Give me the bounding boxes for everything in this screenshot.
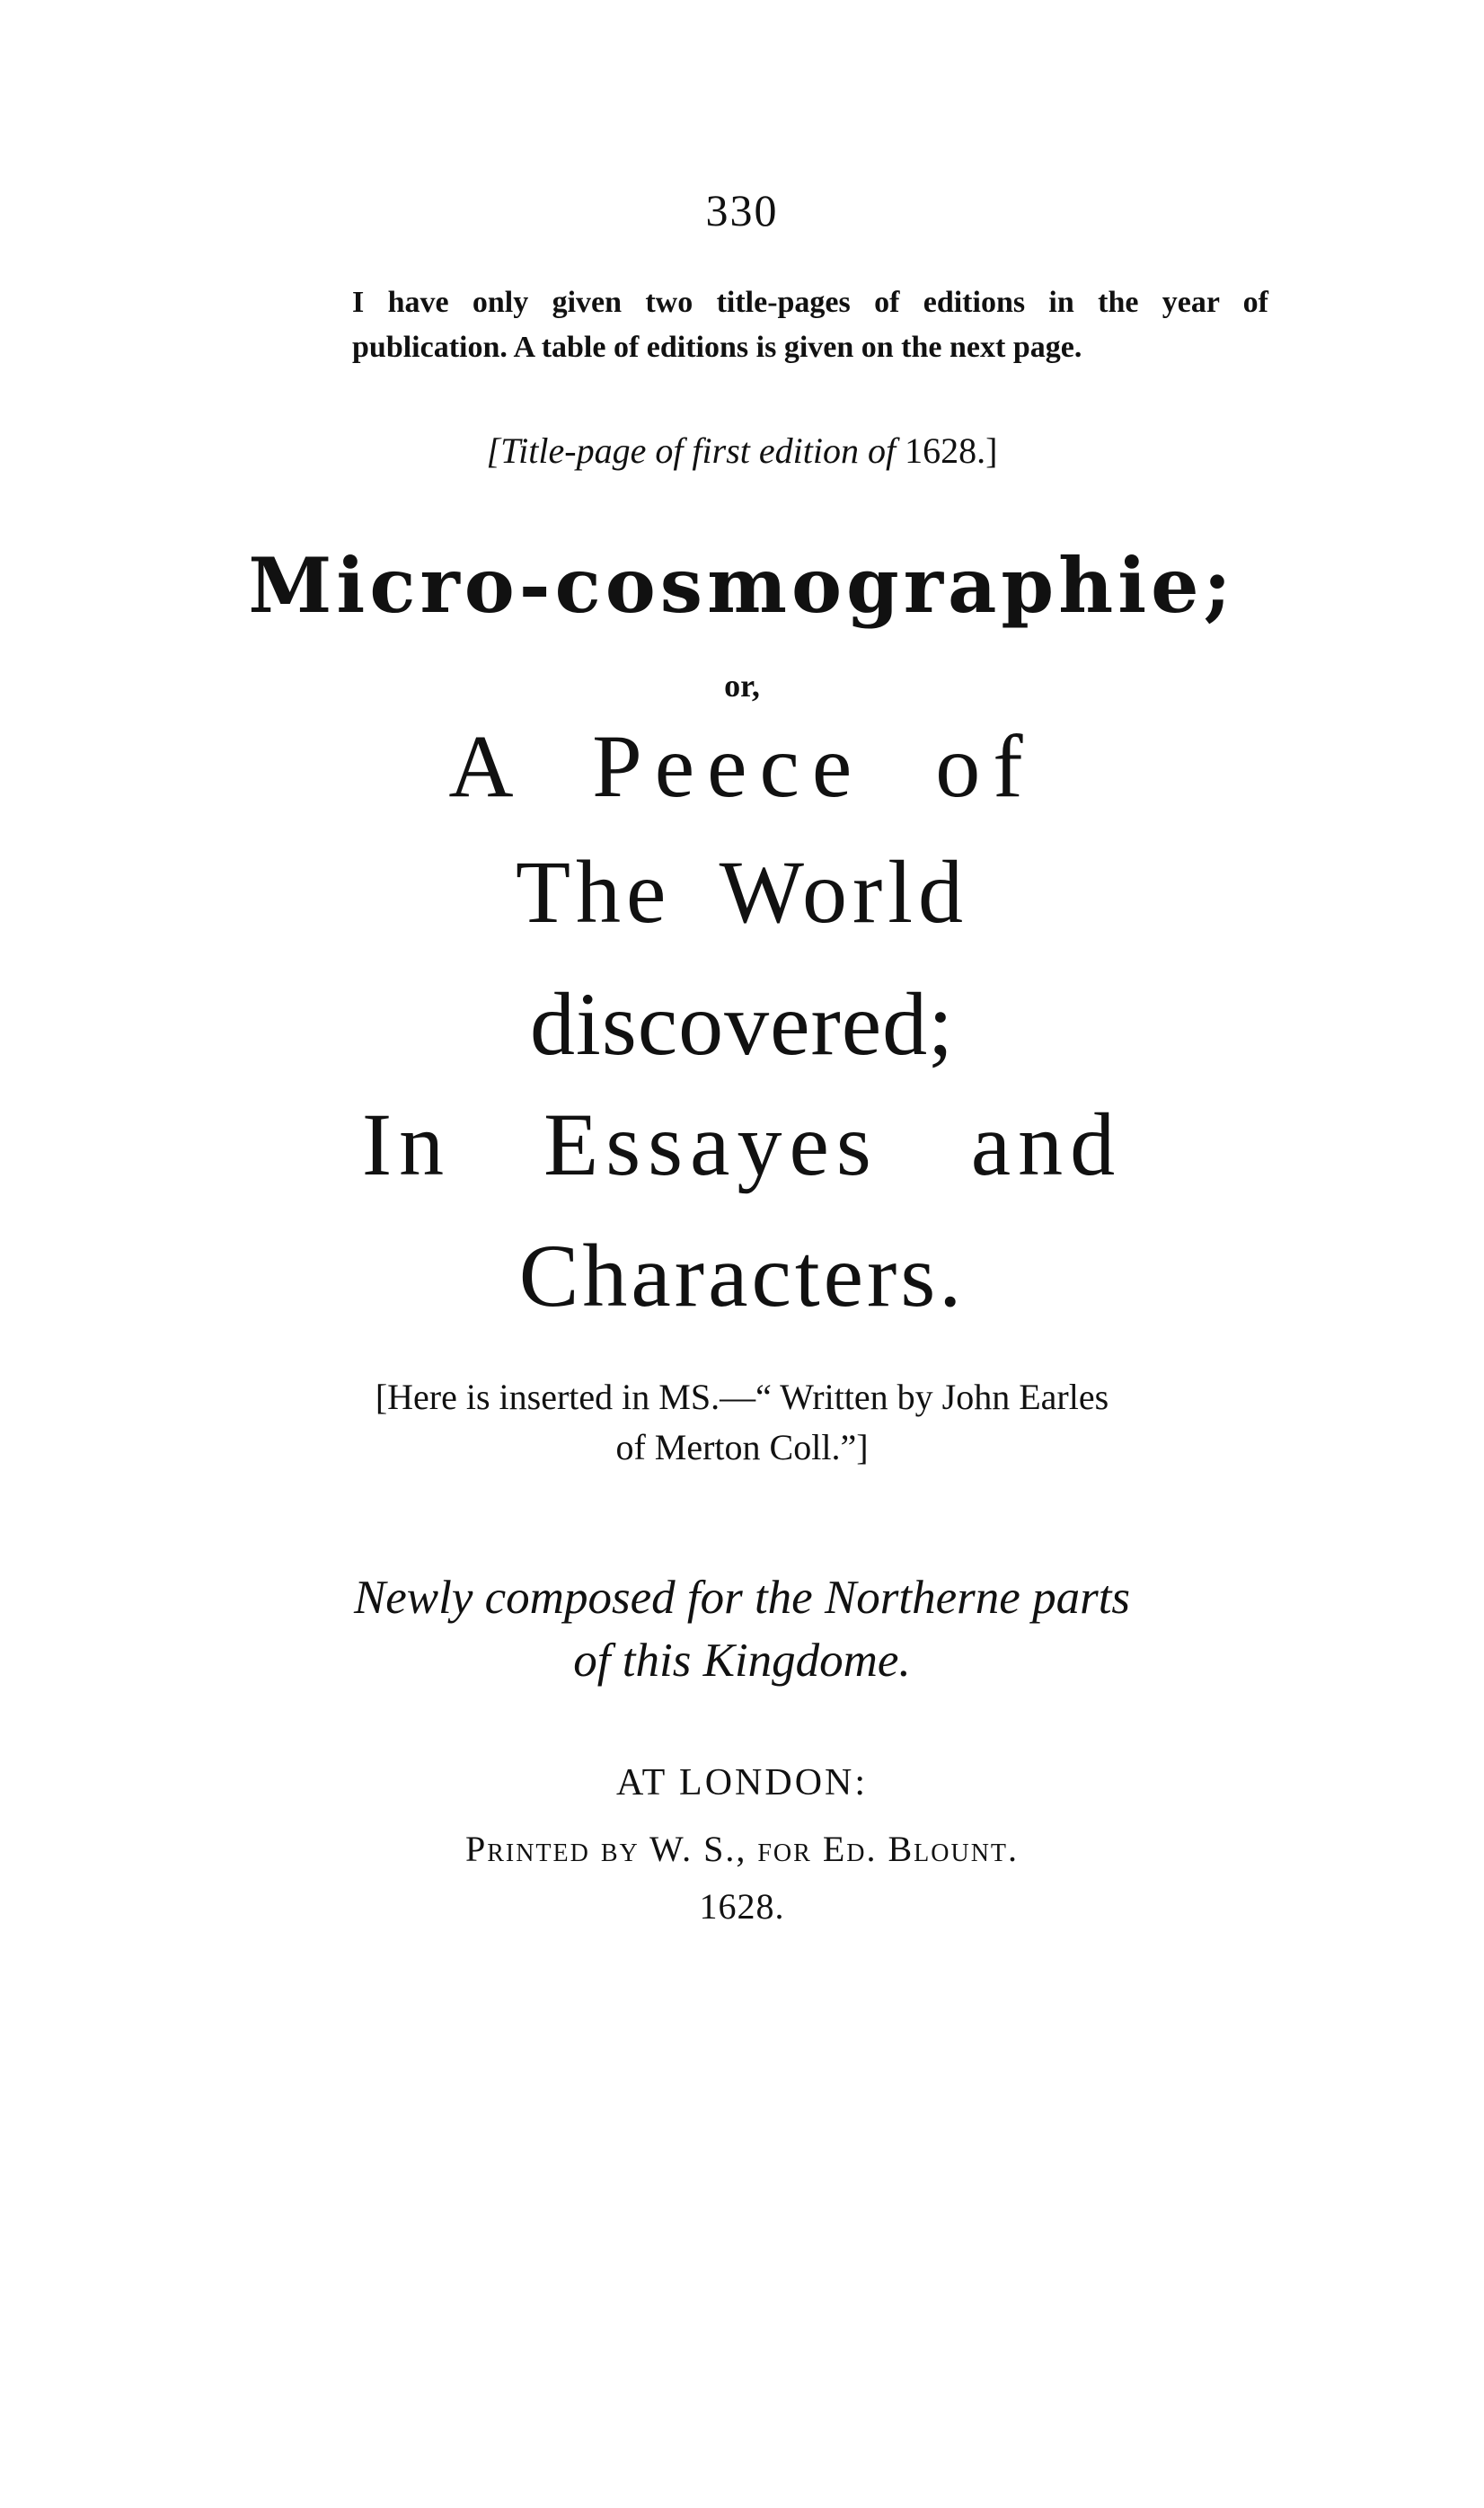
page-number: 330: [705, 185, 779, 235]
subtitle-line-3: discovered;: [530, 974, 954, 1074]
newly-composed-line-1: Newly composed for the Northerne parts: [353, 1572, 1131, 1624]
manuscript-note-line-2: of Merton Coll.”]: [615, 1427, 869, 1467]
manuscript-note-line-1: [Here is inserted in MS.—“ Written by John Earles: [375, 1377, 1109, 1417]
title-page-label-text: [Title-page of first edition of: [486, 430, 897, 471]
title-page-label: [0, 430, 1484, 472]
title-page-label-year: 1628.]: [905, 430, 998, 471]
manuscript-note: [0, 1372, 1484, 1473]
imprint-place: AT LONDON:: [615, 1762, 869, 1803]
editorial-note-line-1: I have only given two title-pages of editions in the year of: [352, 286, 1268, 319]
newly-composed-note: [0, 1566, 1484, 1692]
or-connector: or,: [724, 668, 760, 704]
blackletter-title: Micro-cosmographie;: [248, 541, 1236, 630]
imprint-year: 1628.: [699, 1886, 785, 1927]
subtitle-line-4: In Essayes and: [361, 1094, 1123, 1194]
editorial-note-line-2: publication. A table of editions is given on the next page.: [352, 331, 1082, 364]
editorial-note: [352, 280, 1268, 370]
subtitle-line-5: Characters.: [518, 1226, 966, 1325]
newly-composed-line-2: of this Kingdome.: [573, 1635, 911, 1687]
subtitle-line-2: The World: [515, 842, 969, 942]
subtitle-line-1: A Peece of: [448, 716, 1036, 816]
imprint-printer: Printed by W. S., for Ed. Blount.: [464, 1829, 1020, 1869]
